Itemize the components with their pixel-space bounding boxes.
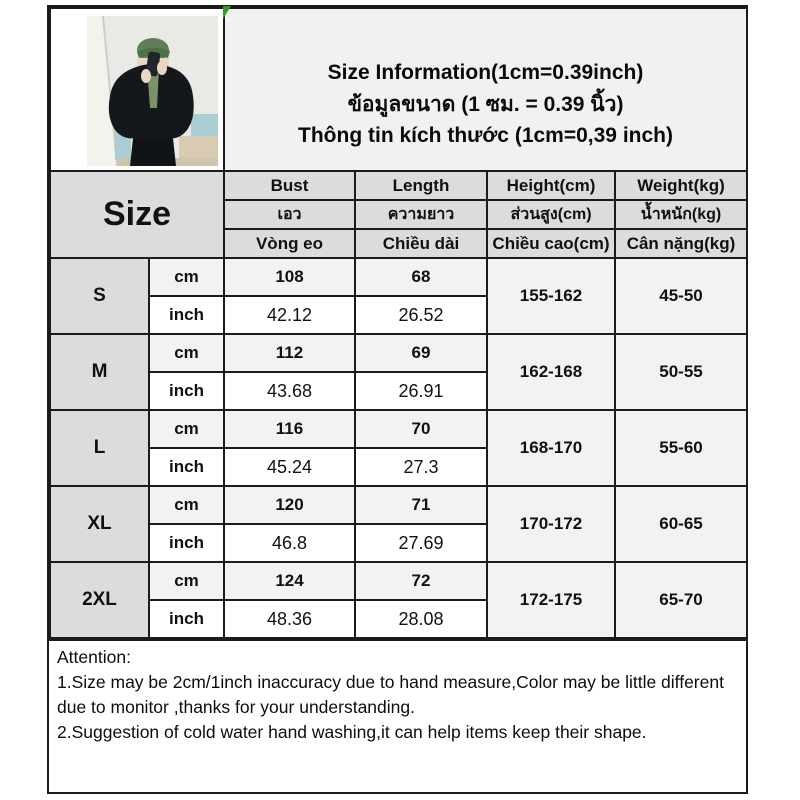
title-english: Size Information(1cm=0.39inch) — [327, 61, 644, 85]
unit-label-inch: inch — [149, 372, 224, 410]
bust-inch-2xl: 48.36 — [224, 600, 355, 638]
col-header-bust-th: เอว — [224, 200, 355, 229]
title-thai: ข้อมูลขนาด (1 ซม. = 0.39 นิ้ว) — [347, 92, 624, 116]
length-inch-s: 26.52 — [355, 296, 487, 334]
title-cell — [224, 8, 747, 171]
height-range-xl: 170-172 — [487, 486, 615, 562]
col-header-height-vi: Chiều cao(cm) — [487, 229, 615, 258]
length-inch-m: 26.91 — [355, 372, 487, 410]
col-header-weight-th: น้ำหนัก(kg) — [615, 200, 747, 229]
height-range-l: 168-170 — [487, 410, 615, 486]
unit-label-cm: cm — [149, 410, 224, 448]
length-inch-2xl: 28.08 — [355, 600, 487, 638]
unit-label-inch: inch — [149, 296, 224, 334]
bust-inch-s: 42.12 — [224, 296, 355, 334]
table-row-s-cm — [50, 258, 747, 296]
unit-label-inch: inch — [149, 448, 224, 486]
length-cm-m: 69 — [355, 334, 487, 372]
length-cm-xl: 71 — [355, 486, 487, 524]
col-header-height-th: ส่วนสูง(cm) — [487, 200, 615, 229]
bust-cm-l: 116 — [224, 410, 355, 448]
length-cm-2xl: 72 — [355, 562, 487, 600]
size-label-m: M — [50, 334, 149, 410]
bust-inch-m: 43.68 — [224, 372, 355, 410]
bust-cm-2xl: 124 — [224, 562, 355, 600]
size-chart-table — [49, 7, 748, 639]
size-header-cell: Size — [50, 171, 224, 258]
green-corner-marker — [223, 6, 231, 19]
table-row-2xl-cm — [50, 562, 747, 600]
weight-range-m: 50-55 — [615, 334, 747, 410]
weight-range-xl: 60-65 — [615, 486, 747, 562]
attention-heading: Attention: — [57, 647, 131, 667]
size-label-l: L — [50, 410, 149, 486]
unit-label-cm: cm — [149, 486, 224, 524]
height-range-s: 155-162 — [487, 258, 615, 334]
model-photo — [87, 16, 218, 166]
top-section — [50, 8, 747, 171]
col-header-length-vi: Chiều dài — [355, 229, 487, 258]
length-cm-s: 68 — [355, 258, 487, 296]
col-header-length-th: ความยาว — [355, 200, 487, 229]
height-range-m: 162-168 — [487, 334, 615, 410]
table-row-m-cm — [50, 334, 747, 372]
unit-label-cm: cm — [149, 562, 224, 600]
length-cm-l: 70 — [355, 410, 487, 448]
weight-range-l: 55-60 — [615, 410, 747, 486]
photo-cell — [50, 8, 224, 171]
size-chart — [47, 5, 748, 794]
weight-range-2xl: 65-70 — [615, 562, 747, 638]
col-header-weight-en: Weight(kg) — [615, 171, 747, 200]
weight-range-s: 45-50 — [615, 258, 747, 334]
size-label-s: S — [50, 258, 149, 334]
col-header-bust-en: Bust — [224, 171, 355, 200]
attention-line-2: 2.Suggestion of cold water hand washing,it can help items keep their shape. — [57, 721, 647, 742]
bust-inch-l: 45.24 — [224, 448, 355, 486]
attention-line-1: 1.Size may be 2cm/1inch inaccuracy due to hand measure,Color may be little different due to monitor ,thanks for your understanding. — [57, 671, 724, 717]
table-row-xl-cm — [50, 486, 747, 524]
bust-cm-s: 108 — [224, 258, 355, 296]
unit-label-inch: inch — [149, 524, 224, 562]
unit-label-cm: cm — [149, 334, 224, 372]
table-row-l-cm — [50, 410, 747, 448]
length-inch-l: 27.3 — [355, 448, 487, 486]
bust-inch-xl: 46.8 — [224, 524, 355, 562]
header-row-english — [50, 171, 747, 200]
col-header-bust-vi: Vòng eo — [224, 229, 355, 258]
size-label-2xl: 2XL — [50, 562, 149, 638]
attention-note — [49, 639, 746, 792]
size-label-xl: XL — [50, 486, 149, 562]
col-header-height-en: Height(cm) — [487, 171, 615, 200]
bust-cm-m: 112 — [224, 334, 355, 372]
bust-cm-xl: 120 — [224, 486, 355, 524]
title-vietnamese: Thông tin kích thước (1cm=0,39 inch) — [298, 124, 673, 148]
unit-label-cm: cm — [149, 258, 224, 296]
length-inch-xl: 27.69 — [355, 524, 487, 562]
col-header-length-en: Length — [355, 171, 487, 200]
model-photo-illustration — [87, 16, 218, 166]
unit-label-inch: inch — [149, 600, 224, 638]
height-range-2xl: 172-175 — [487, 562, 615, 638]
col-header-weight-vi: Cân nặng(kg) — [615, 229, 747, 258]
